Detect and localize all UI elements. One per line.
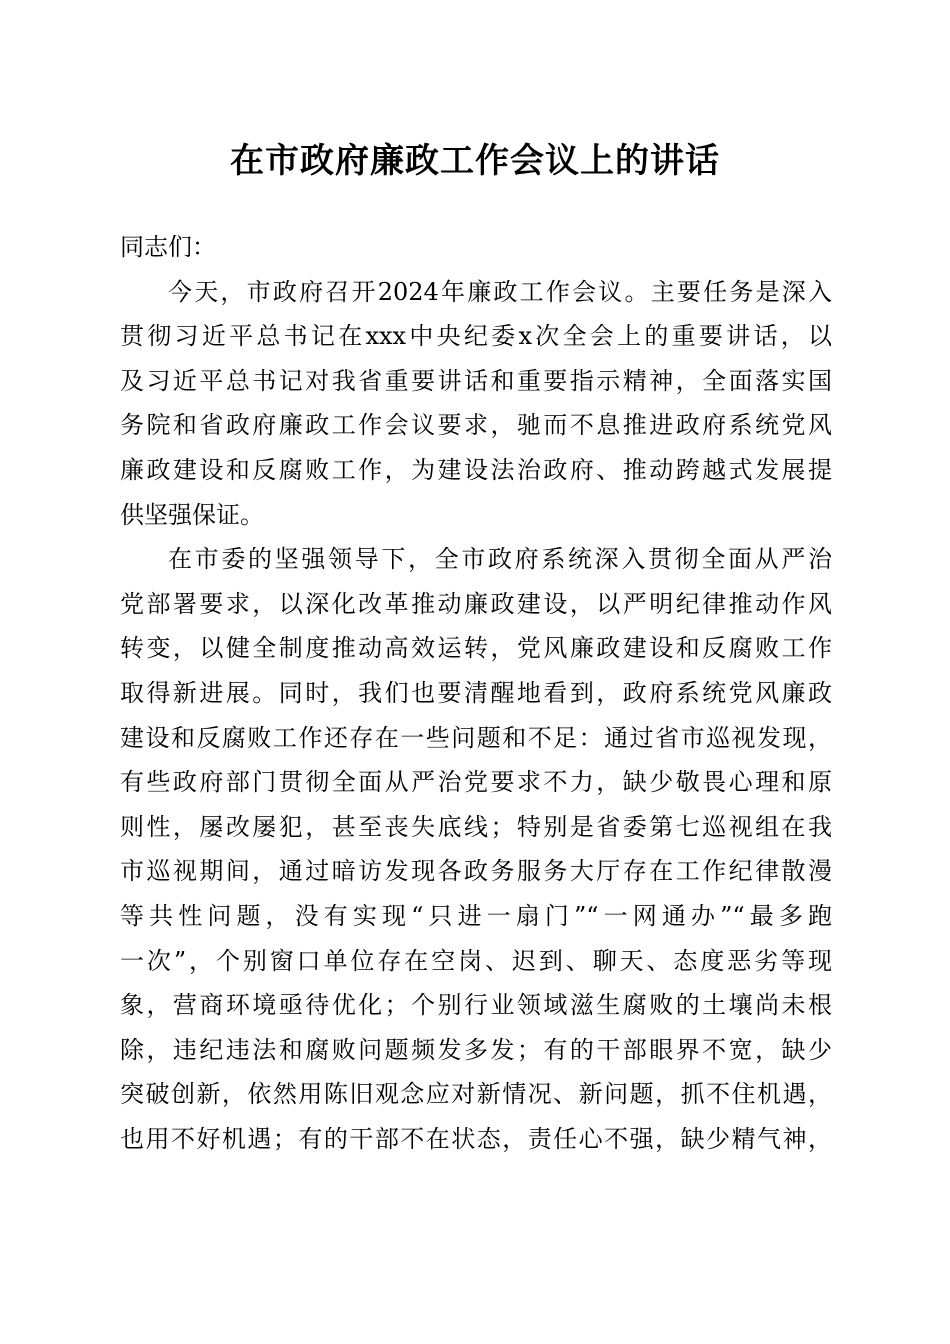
text-line: 供坚强保证。 (120, 500, 264, 529)
text-line: 贯彻习近平总书记在xxx中央纪委x次全会上的重要讲话，以 (120, 322, 832, 351)
text-line: 建设和反腐败工作还存在一些问题和不足：通过省市巡视发现， (120, 723, 832, 752)
text-line: 一次”，个别窗口单位存在空岗、迟到、聊天、态度恶劣等现 (120, 946, 832, 975)
page-title: 在市政府廉政工作会议上的讲话 (230, 141, 720, 181)
text-line: 象，营商环境亟待优化；个别行业领域滋生腐败的土壤尚未根 (120, 991, 832, 1020)
text-line: 除，违纪违法和腐败问题频发多发；有的干部眼界不宽，缺少 (120, 1035, 832, 1064)
text-line: 取得新进展。同时，我们也要清醒地看到，政府系统党风廉政 (120, 678, 832, 707)
text-line: 市巡视期间，通过暗访发现各政务服务大厅存在工作纪律散漫 (120, 857, 832, 886)
text-line: 在市委的坚强领导下，全市政府系统深入贯彻全面从严治 (168, 545, 832, 574)
text-line: 及习近平总书记对我省重要讲话和重要指示精神，全面落实国 (120, 366, 832, 395)
text-line: 则性，屡改屡犯，甚至丧失底线；特别是省委第七巡视组在我 (120, 812, 832, 841)
text-line: 今天，市政府召开2024年廉政工作会议。主要任务是深入 (168, 277, 832, 306)
text-line: 廉政建设和反腐败工作，为建设法治政府、推动跨越式发展提 (120, 455, 832, 484)
text-line: 务院和省政府廉政工作会议要求，驰而不息推进政府系统党风 (120, 411, 832, 440)
text-line: 党部署要求，以深化改革推动廉政建设，以严明纪律推动作风 (120, 589, 832, 618)
salutation: 同志们： (120, 233, 216, 261)
text-line: 突破创新，依然用陈旧观念应对新情况、新问题，抓不住机遇， (120, 1080, 832, 1109)
text-line: 有些政府部门贯彻全面从严治党要求不力，缺少敬畏心理和原 (120, 768, 832, 797)
text-line: 也用不好机遇；有的干部不在状态，责任心不强，缺少精气神， (120, 1124, 832, 1153)
text-line: 等共性问题，没有实现“只进一扇门”“一网通办”“最多跑 (120, 901, 832, 930)
text-line: 转变，以健全制度推动高效运转，党风廉政建设和反腐败工作 (120, 634, 832, 663)
paragraph-1 (120, 270, 832, 538)
speech-body (120, 225, 832, 1161)
paragraph-2 (120, 537, 832, 1161)
